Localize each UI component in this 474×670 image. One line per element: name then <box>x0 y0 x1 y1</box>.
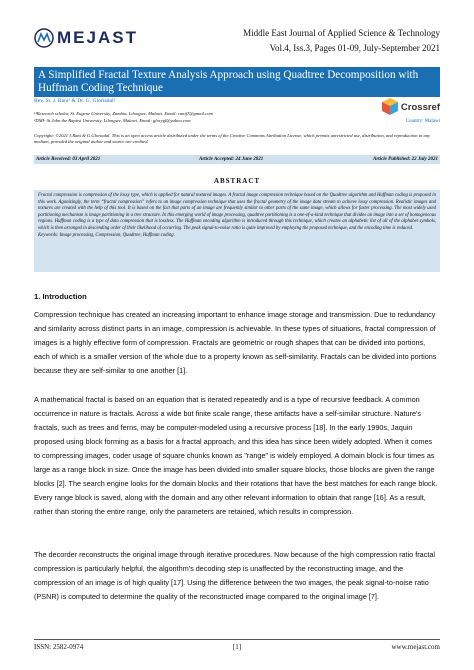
authors: Rev. Sr. J. Rani¹ & Dr. G. Gloriadal² <box>34 98 116 104</box>
page-header <box>34 28 440 60</box>
page-number: [1] <box>232 643 242 651</box>
country: Country: Malawi <box>405 119 440 124</box>
paragraph-1: Compression technique has created an increasing important to enhance image storage and transmission. Due to redundancy and similarity across distinct parts in an image, compression is achievable. In these types of situations, fractal compression of images is a highly effective form of compression. Fractals are geometric or rough shapes that can be divided into portions, each of which is a smaller version of the whole due to a property known as self-similarity. Fractals can be divided into portions because they are self-similar to one another [1]. <box>34 310 437 376</box>
article-dates-bar <box>34 155 440 164</box>
date-accepted: Article Accepted: 24 June 2021 <box>199 156 264 162</box>
crossref-label: Crossref <box>400 101 440 113</box>
journal-logo <box>34 28 138 48</box>
paragraph-3: The decorder reconstructs the original image through iterative procedures. Now because of the high compression ratio fractal compression is particularly helpful, the algorithm's decoding step is unaffected by the reconstructing image, and the compression of an image is of high quality [17]. Using the difference between the two images, the peak signal-to-noise ratio (PSNR) is computed to determine the quality of the reconstructed image compared to the original image [7]. <box>34 550 435 602</box>
journal-name: Middle East Journal of Applied Science & Technology <box>243 28 440 38</box>
abstract-box <box>34 190 440 272</box>
mejast-logo-icon <box>34 28 54 48</box>
footer-divider <box>34 639 440 640</box>
affiliations <box>34 110 354 124</box>
date-published: Article Published: 22 July 2021 <box>373 156 438 162</box>
crossref-icon <box>382 98 398 116</box>
crossref-badge[interactable] <box>382 96 440 118</box>
abstract-text: Fractal compression is compression of the lossy type, which is applied for natural textured images. A fractal image compression technique based on the Quadtree algorithm and Huffman coding is proposed in this work. Agonizingly, the term “fractal compression” refers to an image compression technique that uses the fractal geometry of the image data stream to achieve lossy compression. Realistic images and textures are created with the help of this tool. It is based on the fact that parts of an image are frequently similar to other parts of the same image, which allows for faster processing. The most widely used partitioning mechanism is image partitioning in a tree structure. In this emerging world of image processing, quadtree partitioning is a one-of-a-kind technique that divides an image into a set of homogeneous regions. Huffman coding is a type of data compression that is lossless. The Huffman encoding algorithm is introduced through this technique, which creates an alphabetic list of all of the alphabet symbols, which is then arranged in descending order of their likelihood of occurring. The peak signal-to-noise ratio is quite improved by employing the proposed technique, and the encoding time is reduced. <box>38 193 436 231</box>
issn: ISSN: 2582-0974 <box>34 643 84 651</box>
keywords: Keywords: Image processing, Compression, Quadtree, Huffman coding. <box>38 233 175 239</box>
affiliation-2: ²DMI- St.John the Baptist University, Lilongwe, Malawi. Email: glorygl@yahoo.com <box>34 118 191 123</box>
copyright-notice: Copyright: ©2021 J.Rani & G.Gloriadal. This is an open access article distributed under the terms of the Creative Commons Attribution License, which permits unrestricted use, distribution, and reproduction in any medium, provided the original author and source are credited. <box>34 133 431 145</box>
date-received: Article Received: 03 April 2021 <box>36 156 101 162</box>
abstract-heading: ABSTRACT <box>213 177 261 185</box>
logo-text: MEJAST <box>57 28 138 47</box>
journal-url[interactable]: www.mejast.com <box>391 643 440 651</box>
article-title: A Simplified Fractal Texture Analysis Approach using Quadtree Decomposition with Huffman Coding Technique <box>34 67 440 97</box>
paragraph-2: A mathematical fractal is based on an equation that is iterated repeatedly and is a type of recursive feedback. A common occurrence in nature is fractals. Across a wide but finite scale range, these artifacts have a self-similar structure. Nature's fractals, such as trees and ferns, may be computer-modeled using a recursive process [18]. In the early 1990s, Jaquin proposed using block forming as a basis for a fractal approach, and this idea has since been widely adopted. When it comes to compressing images, coder usage of square chunks known as "range" is widely employed. A domain block is four times as large as a range block in size. Once the image has been divided into smaller square blocks, those blocks are given the range blocks [2]. The search engine looks for the domain blocks and their rotations that have the best matches for each range block. Every range block is saved, along with the domain and any other relevant information to obtain that range [16]. As a result, rather than storing the entire range, only the parameters are retained, which results in compression. <box>34 395 438 517</box>
journal-volume: Vol.4, Iss.3, Pages 01-09, July-September 2021 <box>269 43 440 53</box>
section-heading: 1. Introduction <box>34 292 87 301</box>
affiliation-1: ¹¹Research scholar, St. Eugene University, Zambia, Lilongwe, Malawi. Email: ranij7@gmail.com <box>34 111 213 116</box>
